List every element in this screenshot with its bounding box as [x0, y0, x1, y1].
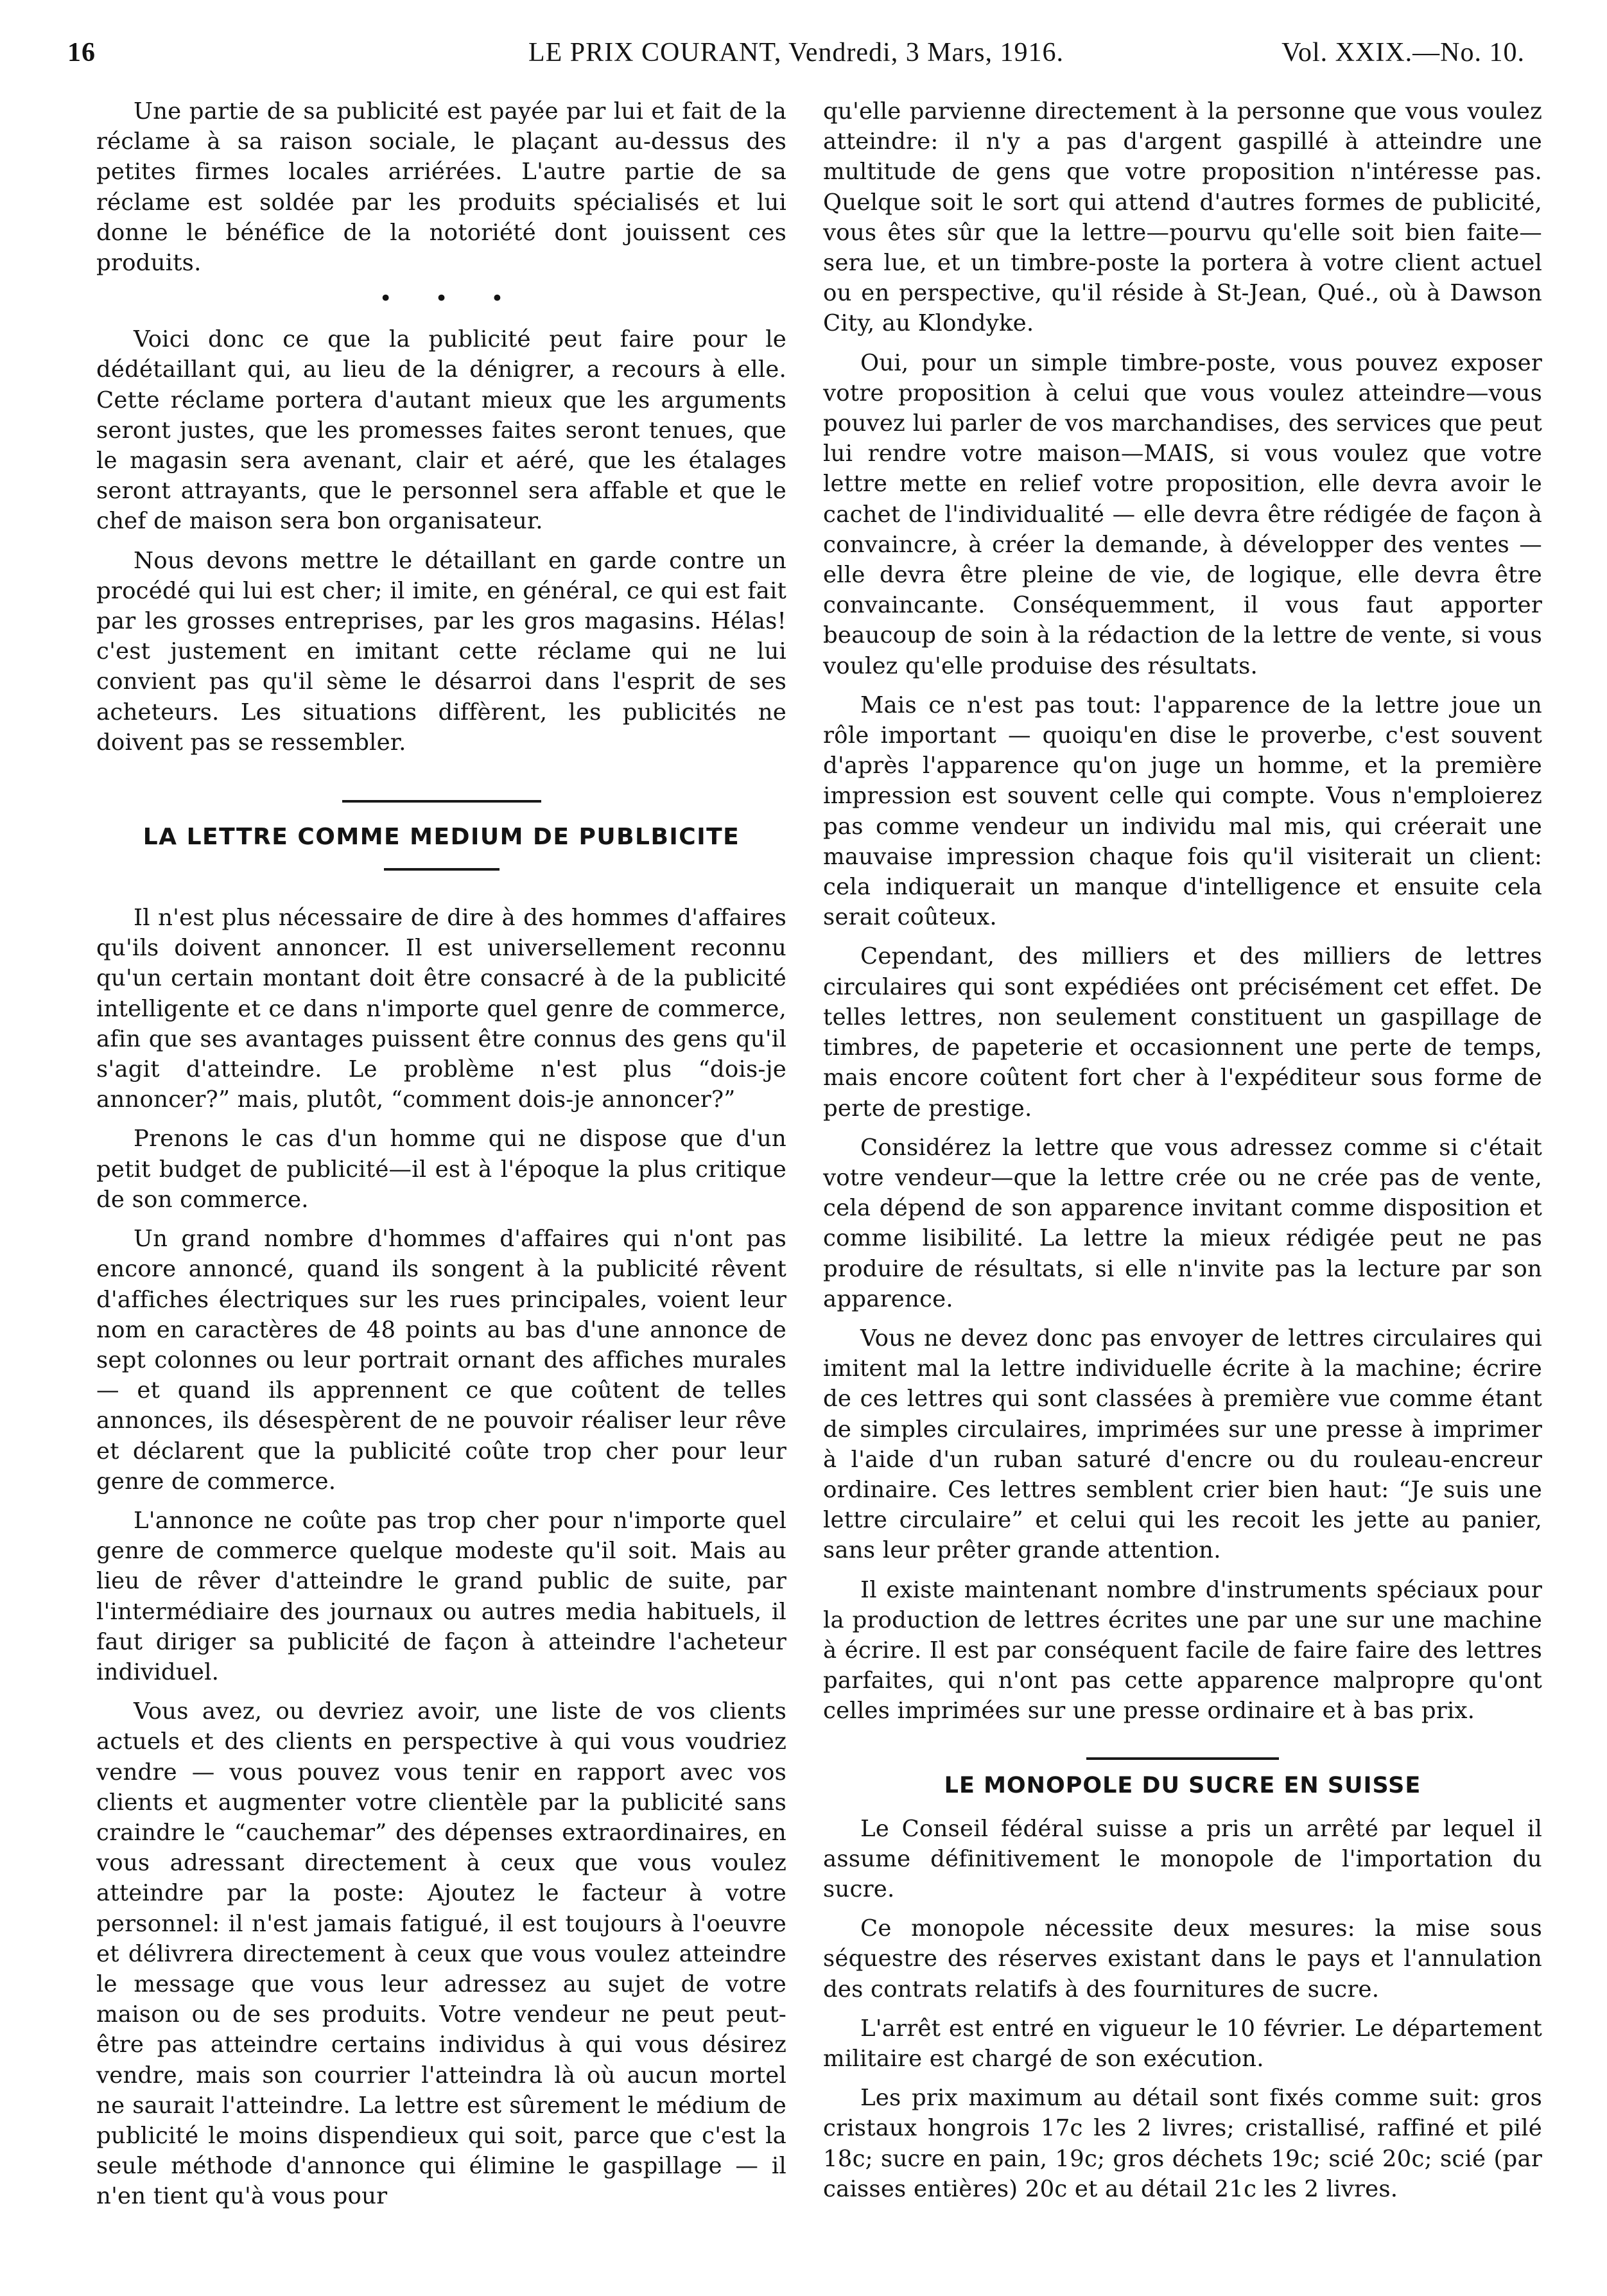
article-heading: LA LETTRE COMME MEDIUM DE PUBLBICITE [143, 824, 740, 851]
paragraph: Considérez la lettre que vous adressez comme si c'était votre vendeur—que la lettre crée ou ne crée pas de vente, cela dépend de son apparence invitant comme disposition et comme lisibilité. La lettre la mieux rédigée peut ne pas produire de résultats, si elle n'invite pas la lecture par son apparence. [823, 1134, 1542, 1312]
divider-rule [342, 800, 541, 803]
paragraph: L'annonce ne coûte pas trop cher pour n'importe quel genre de commerce quelque modeste qu'il soit. Mais au lieu de rêver d'atteindre le grand public de suite, par l'intermédiaire des journaux ou autres media habituels, il faut diriger sa publicité de façon à atteindre l'acheteur individuel. [96, 1507, 786, 1685]
paragraph: Les prix maximum au détail sont fixés comme suit: gros cristaux hongrois 17c les 2 livres; cristallisé, raffiné et pilé 18c; sucre en pain, 19c; gros déchets 19c; scié 20c; scié (par caisses entières) 20c et au détail 21c les 2 livres. [823, 2085, 1542, 2202]
paragraph: Il n'est plus nécessaire de dire à des hommes d'affaires qu'ils doivent annoncer. Il est universellement reconnu qu'un certain montant doit être consacré à de la publicité intelligente et ce dans n'importe quel genre de commerce, afin que ses avantages puissent être connus des gens qu'il s'agit d'atteindre. Le problème n'est plus “dois-je annoncer?” mais, plutôt, “comment dois-je annoncer?” [96, 905, 786, 1113]
paragraph: Oui, pour un simple timbre-poste, vous pouvez exposer votre proposition à celui que vous voulez atteindre—vous pouvez lui parler de vos marchandises, des services que peut lui rendre votre maison—MAIS, si vous voulez que votre lettre mette en relief votre proposition, elle devra avoir le cachet de l'individualité — elle devra être rédigée de façon à convaincre, à créer la demande, à développer des ventes — elle devra être pleine de vie, de logique, elle devra être convaincante. Conséquemment, il vous faut apporter beaucoup de soin à la rédaction de la lettre de vente, si vous voulez qu'elle produise des résultats. [823, 349, 1542, 679]
section-separator: • • • [379, 286, 522, 312]
paragraph: Vous avez, ou devriez avoir, une liste de vos clients actuels et des clients en perspective à qui vous voudriez vendre — vous pouvez vous tenir en rapport avec vos clients et augmenter votre clientèle par la publicité sans craindre le “cauchemar” des dépenses extraordinaires, en vous adressant directement à ceux que vous voulez atteindre par la poste: Ajoutez le facteur à votre personnel: il n'est jamais fatigué, il est toujours à l'oeuvre et délivrera directement à ceux que vous voulez atteindre le message que vous leur adressez au sujet de votre maison ou de ses produits. Votre vendeur ne peut peut-être pas atteindre certains individus à qui vous désirez vendre, mais son courrier l'atteindra là où aucun mortel ne saurait l'atteindre. La lettre est sûrement le médium de publicité le moins dispendieux qui soit, parce que c'est la seule méthode d'annonce qui élimine le gaspillage — il n'en tient qu'à vous pour [96, 1698, 786, 2210]
paragraph: Une partie de sa publicité est payée par lui et fait de la réclame à sa raison sociale, le plaçant au-dessus des petites firmes locales arriérées. L'autre partie de sa réclame est soldée par les produits spécialisés et lui donne le bénéfice de la notoriété dont jouissent ces produits. [96, 98, 786, 277]
paragraph: qu'elle parvienne directement à la personne que vous voulez atteindre: il n'y a pas d'argent gaspillé à atteindre une multitude de gens que votre proposition n'intéresse pas. Quelque soit le sort qui attend d'autres formes de publicité, vous êtes sûr que la lettre—pourvu qu'elle soit bien faite— sera lue, et un timbre-poste la portera à votre client actuel ou en perspective, qu'il réside à St-Jean, Qué., où à Dawson City, au Klondyke. [823, 98, 1542, 337]
left-column [96, 96, 786, 2212]
publication-title: LE PRIX COURANT, Vendredi, 3 Mars, 1916. [528, 38, 1064, 67]
right-column [823, 96, 1542, 2204]
paragraph: L'arrêt est entré en vigueur le 10 février. Le département militaire est chargé de son exécution. [823, 2015, 1542, 2072]
paragraph: Cependant, des milliers et des milliers de lettres circulaires qui sont expédiées ont précisément cet effet. De telles lettres, non seulement constituent un gaspillage de timbres, de papeterie et occasionnent une perte de temps, mais encore coûtent fort cher à l'expéditeur sous forme de perte de prestige. [823, 943, 1542, 1122]
paragraph: Nous devons mettre le détaillant en garde contre un procédé qui lui est cher; il imite, en général, ce qui est fait par les grosses entreprises, par les gros magasins. Hélas! c'est justement en imitant cette réclame qui ne lui convient pas qu'il sème le désarroi dans l'esprit de ses acheteurs. Les situations diffèrent, les publicités ne doivent pas se ressembler. [96, 547, 786, 756]
page-header [67, 33, 1525, 72]
paragraph: Prenons le cas d'un homme qui ne dispose que d'un petit budget de publicité—il est à l'époque la plus critique de son commerce. [96, 1126, 786, 1213]
paragraph: Il existe maintenant nombre d'instruments spéciaux pour la production de lettres écrites une par une sur une machine à écrire. Il est par conséquent facile de faire faire des lettres parfaites, qui n'ont pas cette apparence malpropre qu'ont celles imprimées sur une presse ordinaire et à bas prix. [823, 1576, 1542, 1725]
volume-number: Vol. XXIX.—No. 10. [1281, 38, 1525, 67]
paragraph: Voici donc ce que la publicité peut faire pour le dédétaillant qui, au lieu de la dénigrer, a recours à elle. Cette réclame portera d'autant mieux que les arguments seront justes, que les promesses faites seront tenues, que le magasin sera avenant, clair et aéré, que les étalages seront attrayants, que le personnel sera affable et que le chef de maison sera bon organisateur. [96, 326, 786, 535]
divider-rule [1086, 1757, 1279, 1760]
paragraph: Un grand nombre d'hommes d'affaires qui n'ont pas encore annoncé, quand ils songent à la publicité rêvent d'affiches électriques sur les rues principales, voient leur nom en caractères de 48 points au bas d'une annonce de sept colonnes ou leur portrait ornant des affiches murales — et quand ils apprennent ce que coûtent de telles annonces, ils désespèrent de ne pouvoir réaliser leur rêve et déclarent que la publicité coûte trop cher pour leur genre de commerce. [96, 1226, 786, 1495]
paragraph: Vous ne devez donc pas envoyer de lettres circulaires qui imitent mal la lettre individuelle écrite à la machine; écrire de ces lettres qui sont classées à première vue comme étant de simples circulaires, imprimées sur une presse à imprimer à l'aide d'un ruban saturé d'encre ou du rouleau-encreur ordinaire. Ces lettres semblent crier bien haut: “Je suis une lettre circulaire” et celui qui les recoit les jette au panier, sans leur prêter grande attention. [823, 1325, 1542, 1564]
paragraph: Mais ce n'est pas tout: l'apparence de la lettre joue un rôle important — quoiqu'en dise le proverbe, c'est souvent d'après l'apparence qu'on juge un homme, et la première impression est souvent celle qui compte. Vous n'emploierez pas comme vendeur un individu mal mis, qui créerait une mauvaise impression chaque fois qu'il visiterait un client: cela indiquerait un manque d'intelligence et ensuite cela serait coûteux. [823, 691, 1542, 931]
paragraph: Le Conseil fédéral suisse a pris un arrêté par lequel il assume définitivement le monopole de l'importation du sucre. [823, 1815, 1542, 1902]
divider-rule [384, 868, 499, 871]
paragraph: Ce monopole nécessite deux mesures: la mise sous séquestre des réserves existant dans le pays et l'annulation des contrats relatifs à des fournitures de sucre. [823, 1915, 1542, 2003]
article-heading: LE MONOPOLE DU SUCRE EN SUISSE [944, 1772, 1421, 1798]
page-number: 16 [67, 38, 96, 67]
